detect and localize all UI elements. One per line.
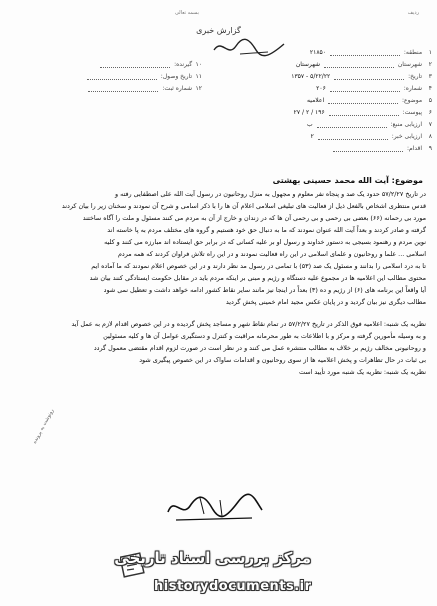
form-row-dots	[100, 61, 170, 68]
form-row-label: ارزیابی منبع:	[390, 121, 423, 128]
watermark-title: مرکز بررسی اسناد تاریخی	[114, 549, 311, 567]
body-line: مطالب دیگری نیز بیان گردید و در پایان عکس مجید امام خمینی پخش گردید	[225, 298, 426, 306]
watermark-site: historydocuments.ir	[154, 579, 312, 594]
form-row	[316, 84, 432, 94]
form-row-dots	[328, 97, 398, 104]
form-row-dots	[88, 85, 158, 92]
body-line: تا به درد اسلامی را بدانند و مسئول یک صد (۵۳) با تمامی در رسول مد نظر دارند و در این خصوص اعلام نمودند که ما آماده ایم	[91, 262, 426, 270]
body-line: در تاریخ ۵۷/۲/۲۷ حدود یک صد و پنجاه نفر معلوم و مجهول به منزل روحانیون در رسول آیت الله علی اصطفایی رفته و	[115, 190, 426, 198]
form-row-label: شماره:	[403, 85, 423, 92]
header-top	[0, 8, 437, 22]
form-row-value: ب	[306, 121, 313, 128]
form-row-label: اقدام:	[406, 145, 423, 152]
diagonal-handwritten-note: رونوشت به پرونده	[31, 408, 56, 445]
form-row-number: ۲	[428, 61, 432, 68]
form-row-dots	[329, 109, 399, 116]
form-row	[311, 132, 432, 142]
form-row-dots	[334, 73, 404, 80]
form-row-value: شهرستان	[295, 61, 321, 68]
form-row-value: ۵/۲۲/۲۲ - ۱۳۵۷	[291, 73, 331, 80]
body-line: محتوی مطالب این اعلامیه ها در مجموع علیه دستگاه و رژیم و مبنی بر اینکه مردم باید در مقابل حکومت ایستادگی کنند بیان شد	[89, 274, 426, 282]
form-row-dots	[330, 49, 400, 56]
header-form-grid	[8, 48, 432, 154]
form-row-dots	[333, 145, 403, 152]
form-row-value: ۲۱۸۵۰	[309, 49, 326, 56]
form-row-label: شماره ثبت:	[162, 85, 193, 92]
body-line: و روحانیونی مخالف رژیم بر خلاف به مطالب منتشره عمل می کنند و در نظر است در صورت لزوم اقدام مقتضی معمول گردد	[93, 344, 426, 352]
form-row	[310, 48, 432, 58]
form-row	[307, 96, 432, 106]
form-row	[83, 72, 202, 82]
form-row-dots	[324, 61, 394, 68]
form-row-label: تاریخ وصول:	[160, 73, 193, 80]
form-row-label: شهرستان	[397, 61, 423, 68]
form-row	[294, 108, 432, 118]
document-body	[16, 188, 426, 378]
form-row-label: گیرنده:	[174, 61, 193, 68]
form-row-value: ۲	[310, 133, 314, 140]
form-row-number: ۸	[428, 133, 432, 140]
form-row-label: ارزیابی خبر:	[391, 133, 423, 140]
body-line: آیا واقعاً این برنامه های (۶) از رژیم و ده (۳) بعداً در اینجا نیز مانند سایر نقاط کشور ادامه خواهد داشت و تعطیل نمی شود	[103, 286, 426, 294]
body-line: نظریه یک شنبه: اعلامیه فوق الذکر در تاریخ ۵۷/۲/۲۷ در تمام نقاط شهر و مساجد پخش گردیده و در این خصوص اقدام لازم به عمل آید	[71, 320, 426, 328]
form-row-number: ۱۲	[195, 85, 202, 92]
body-line: بی ثبات در حال تظاهرات و پخش اعلامیه ها از سوی روحانیون و اقدامات ساواک در این خصوص پیگیری شود	[139, 356, 426, 364]
header-corner-note: ردیف	[407, 10, 419, 16]
body-line: قدس منتظری اشخاص بالفعل ذیل از فعالیت های تبلیغی اسلامی اعلام آن ها را با ذکر اسامی و شرح آن نمودند و سخنان زیر را بیان کردند	[61, 202, 426, 210]
form-row-label: موضوع:	[401, 97, 423, 104]
watermark	[0, 544, 437, 606]
document-subject: موضوع: آیت الله محمد حسینی بهشتی	[272, 176, 423, 185]
form-row	[291, 72, 432, 82]
form-row-number: ۴	[428, 85, 432, 92]
form-row-number: ۱	[428, 49, 432, 56]
form-row	[96, 60, 202, 70]
form-row-label: منطقه:	[403, 49, 423, 56]
header-center-note: بسمه تعالى	[175, 10, 200, 16]
form-row-value: اعلامیه	[307, 97, 325, 104]
body-line: گرفته و صادر کردند و بعداً آیت الله عنوان نمودند که ما به دنبال حق خود هستیم و گروه های مختلف مردم به پا خاسته اند	[107, 226, 426, 234]
form-row-value: ۲۰۶	[316, 85, 326, 92]
form-row-dots	[317, 121, 387, 128]
body-line: و به وسیله مأمورین گرفته و مرکز و با اطلاعات به طور محرمانه مراقبت و کنترل و دستگیری عوامل آن ها و کلیه مسئولین	[103, 332, 426, 340]
form-row-value: ۱۹۶ / ۲ / ۲۷	[293, 109, 325, 116]
form-row-label: پیوست:	[402, 109, 423, 116]
form-row-number: ۱۱	[195, 73, 202, 80]
body-line: اسلامی ... علما و روحانیون و علمای اسلامی در این راه فعالیت نمودند و در این راه تلاش فراوان کردند که همه مردم	[117, 250, 426, 258]
form-row-label: تاریخ:	[408, 73, 423, 80]
body-line: مورد بی رحمانه (۶۶) بعضی بی رحمی و بی رحمی آن ها که در زندان و خارج از آن به مردم می کنند مسئول و ملت را آگاه ساختند	[82, 214, 426, 222]
form-row	[307, 120, 432, 130]
form-row	[296, 60, 432, 70]
form-row-number: ۵	[428, 97, 432, 104]
form-row-number: ۷	[428, 121, 432, 128]
form-row-dots	[330, 85, 400, 92]
body-line: نظریه یک شنبه: نظریه یک شنبه مورد تأیید است	[298, 368, 426, 376]
signature-image	[160, 488, 270, 528]
form-row-number: ۳	[428, 73, 432, 80]
form-row-dots	[87, 73, 157, 80]
form-row	[329, 144, 432, 154]
body-line: نوین مردم و رهنمود بسیجی به دستور خداوند و رسول او بر علیه کسانی که در برابر حق ایستاده اند مبارزه می کنند و کلیه	[104, 238, 426, 246]
form-row	[85, 84, 202, 94]
form-row-number: ۹	[428, 145, 432, 152]
form-row-dots	[318, 133, 388, 140]
document-title: گزارش خبری	[196, 26, 241, 35]
form-row-number: ۶	[428, 109, 432, 116]
form-row-number: ۱۰	[195, 61, 202, 68]
